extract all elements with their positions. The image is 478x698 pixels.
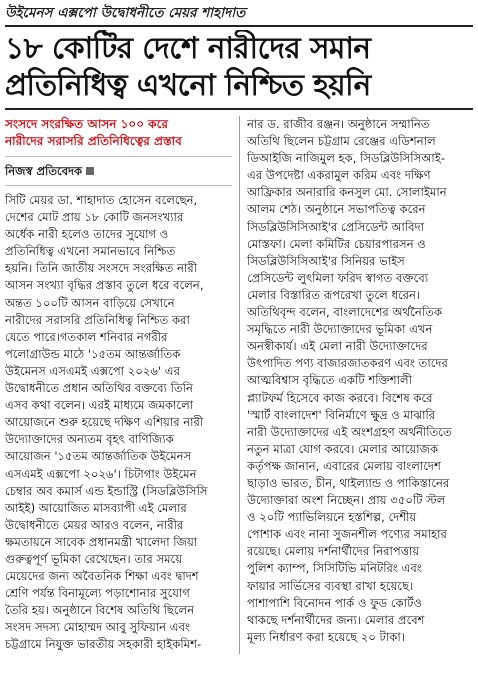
body-line: দেশের মোট প্রায় ১৮ কোটি জনসংখ্যার (5, 210, 184, 225)
body-line: মেয়েদের জন্য অবৈতনিক শিক্ষা এবং দ্বাদশ (5, 569, 199, 584)
subheadline (5, 116, 232, 150)
body-line: আফ্রিকার অনারারি কনসুল মো. সোলাইমান (247, 185, 447, 200)
headline (5, 30, 473, 104)
body-line: সিডব্লিউসিসিআই'র প্রেসিডেন্ট আবিদা (247, 219, 425, 234)
body-line: আয়োজন '১৫তম আন্তর্জাতিক উইমেনস (5, 449, 192, 464)
body-line: মোস্তফা। মেলা কমিটির চেয়ারপারসন ও (247, 236, 426, 251)
body-line: উৎপাদিত পণ্য বাজারজাতকরণ এবং তাদের (247, 356, 448, 371)
subheadline-line-1: সংসদে সংরক্ষিত আসন ১০০ করে (5, 117, 169, 131)
kicker-line: উইমেনস এক্সপো উদ্বোধনীতে মেয়র শাহাদাত (5, 5, 246, 21)
body-line: ও ২০টি প্যাভিলিয়নে হস্তশিল্প, দেশীয় (247, 510, 417, 525)
headline-line-2: প্রতিনিধিত্ব এখনো নিশ্চিত হয়নি (5, 68, 371, 102)
article-columns (5, 116, 473, 654)
body-line: অর্ধেক নারী হলেও তাদের সুযোগ ও (5, 227, 169, 242)
body-line: সমৃদ্ধিতে নারী উদ্যোক্তাদের ভূমিকা এখন (247, 322, 433, 337)
body-line: আইই) আয়োজিত মাসব্যাপী এই মেলার (5, 500, 187, 515)
body-line: উদ্যোক্তারা অংশ নিচ্ছেন। প্রায় ৩৫০টি স্টল (247, 493, 446, 508)
body-line: আত্মবিশ্বাস বৃদ্ধিতে একটি শক্তিশালী (247, 373, 412, 388)
body-line: যেতে পারে।গতকাল শনিবার নগরীর (5, 329, 168, 344)
body-line: আয়োজনে শুরু হয়েছে দক্ষিণ এশিয়ার নারী (5, 415, 204, 430)
body-line: পোশাক এবং নানা সুজনশীল পণ্যের সমাহার (247, 527, 447, 542)
body-line: প্ল্যাটফর্ম হিসেবে কাজ করবে। বিশেষ করে (247, 390, 433, 405)
body-line: প্রেসিডেন্ট লুৎমিলা ফরিদ স্বাগত বক্তব্যে (247, 270, 429, 285)
body-line: পুলিশ ক্যাম্প, সিসিটিভি মনিটরিং এবং (247, 561, 422, 576)
body-line: সংসদ সদস্য মোহাম্মদ আবু সুফিয়ান এবং (5, 620, 191, 635)
body-line: নার ড. রাজীব রঞ্জন। অনুষ্ঠানে সম্মানিত (247, 117, 430, 131)
body-line: রয়েছে। মেলায় দর্শনার্থীদের নিরাপত্তায় (247, 544, 420, 559)
body-line: ফায়ার সার্ভিসের ব্যবস্থা রাখা হয়েছে। (247, 578, 414, 593)
body-line: হয়নি। তিনি জাতীয় সংসদে সংরক্ষিত নারী (5, 261, 198, 276)
body-line: নারী উদ্যোক্তাদের এই অংশগ্রহণ অর্থনীতিতে (247, 424, 452, 439)
headline-line-1: ১৮ কোটির দেশে নারীদের সমান (5, 31, 371, 65)
body-line: এসএমই এক্সপো ২০২৬'। চিটাগাং উইমেন (5, 466, 197, 481)
body-line: থাকছে দর্শনার্থীদের জন্য। মেলার প্রবেশ (247, 612, 425, 627)
left-body-text (5, 192, 232, 654)
body-line: উইমেনস এসএমই এক্সপো ২০২৬' এর (5, 363, 181, 378)
body-line: শ্রেণি পর্যন্ত বিনামূল্যে পড়াশোনার সুযোগ (5, 586, 190, 601)
body-line: এসব কথা বলেন। এরই মাধ্যমে জমকালো (5, 398, 194, 413)
body-line: ক্ষমতায়নে সাবেক প্রধানমন্ত্রী খালেদা জিয়া (5, 534, 198, 549)
body-line: সিডব্লিউসিসিআই'র সিনিয়র ভাইস (247, 253, 405, 268)
body-line: অনস্বীকার্য। এই মেলা নারী উদ্যোক্তাদের (247, 339, 428, 354)
byline-text: নিজস্ব প্রতিবেদক (5, 164, 83, 178)
body-line: প্রতিনিধিত্ব এখনো সমানভাবে নিশ্চিত (5, 244, 176, 259)
right-body-text (247, 116, 472, 646)
body-line: পাশাপাশি বিনোদন পার্ক ও ফুড কোর্টও (247, 595, 422, 610)
body-line: চেম্বার অব কমার্স এন্ড ইন্ডাস্ট্রি (সিডব্লিউসিসি (5, 483, 208, 498)
body-line: অতিথি ছিলেন চট্টগ্রাম রেঞ্জের এডিশনাল (247, 134, 436, 149)
body-line: আসন সংখ্যা বৃদ্ধির প্রস্তাব তুলে ধরে বলেন, (5, 278, 204, 293)
body-line: আলম শেঠ। অনুষ্ঠানে সভাপতিত্ব করেন (247, 202, 426, 217)
body-line: গুরুত্বপূর্ণ ভূমিকা রেখেছেন। তার সময়ে (5, 551, 183, 566)
body-line: উদ্যোক্তাদের অন্যতম বৃহৎ বাণিজ্যিক (5, 432, 174, 447)
subhead-rule (5, 156, 232, 157)
left-column (5, 116, 239, 654)
byline (5, 163, 232, 179)
byline-rule (5, 185, 232, 186)
body-line: অন্তত ১০০টি আসন বাড়িয়ে সেখানে (5, 295, 175, 310)
body-line: নতুন মাত্রা যোগ করবে। মেলার আয়োজক (247, 441, 439, 456)
body-line: সিটি মেয়র ডা. শাহাদাত হোসেন বলেছেন, (5, 193, 198, 207)
subheadline-line-2: নারীদের সরাসরি প্রতিনিধিত্বের প্রস্তাব (5, 134, 182, 148)
body-line: উদ্বোধনীতে মেয়র আরও বলেন, নারীর (5, 517, 184, 532)
top-rule (5, 25, 473, 27)
body-line: চট্টগ্রামে নিযুক্ত ভারতীয় সহকারী হাইকমিশ- (5, 637, 202, 652)
body-line: ছাড়াও ভারত, চীন, থাইল্যান্ড ও পাকিস্তানের (247, 475, 450, 490)
body-line: এর উপদেষ্টা একরামুল করিম এবং দক্ষিণ (247, 168, 431, 183)
byline-square-icon (86, 167, 94, 175)
body-line: কর্তৃপক্ষ জানান, এবারের মেলায় বাংলাদেশ (247, 458, 441, 473)
body-line: মেলার বিস্তারিত রূপরেখা তুলে ধরেন। (247, 287, 421, 302)
body-line: মূল্য নির্ধারণ করা হয়েছে ২০ টাকা। (247, 629, 405, 644)
body-line: 'স্মার্ট বাংলাদেশ' বিনির্মাণে ক্ষুদ্র ও মাঝারি (247, 407, 436, 422)
right-column (240, 116, 472, 654)
headline-rule (5, 108, 473, 110)
body-line: ডিআইজি নাজিমুল হক, সিডব্লিউসিসিআই- (247, 151, 446, 166)
body-line: উদ্বোধনীতে প্রধান অতিথির বক্তব্যে তিনি (5, 381, 193, 396)
body-line: নারীদের সরাসরি প্রতিনিধিত্ব নিশ্চিত করা (5, 312, 190, 327)
body-line: অতিথিবৃন্দ বলেন, বাংলাদেশের অর্থনৈতিক (247, 305, 442, 320)
body-line: পলোগ্রাউন্ড মাঠে '১৫তম আন্তর্জাতিক (5, 346, 181, 361)
body-line: তৈরি হয়। অনুষ্ঠানে বিশেষ অতিথি ছিলেন (5, 603, 195, 618)
